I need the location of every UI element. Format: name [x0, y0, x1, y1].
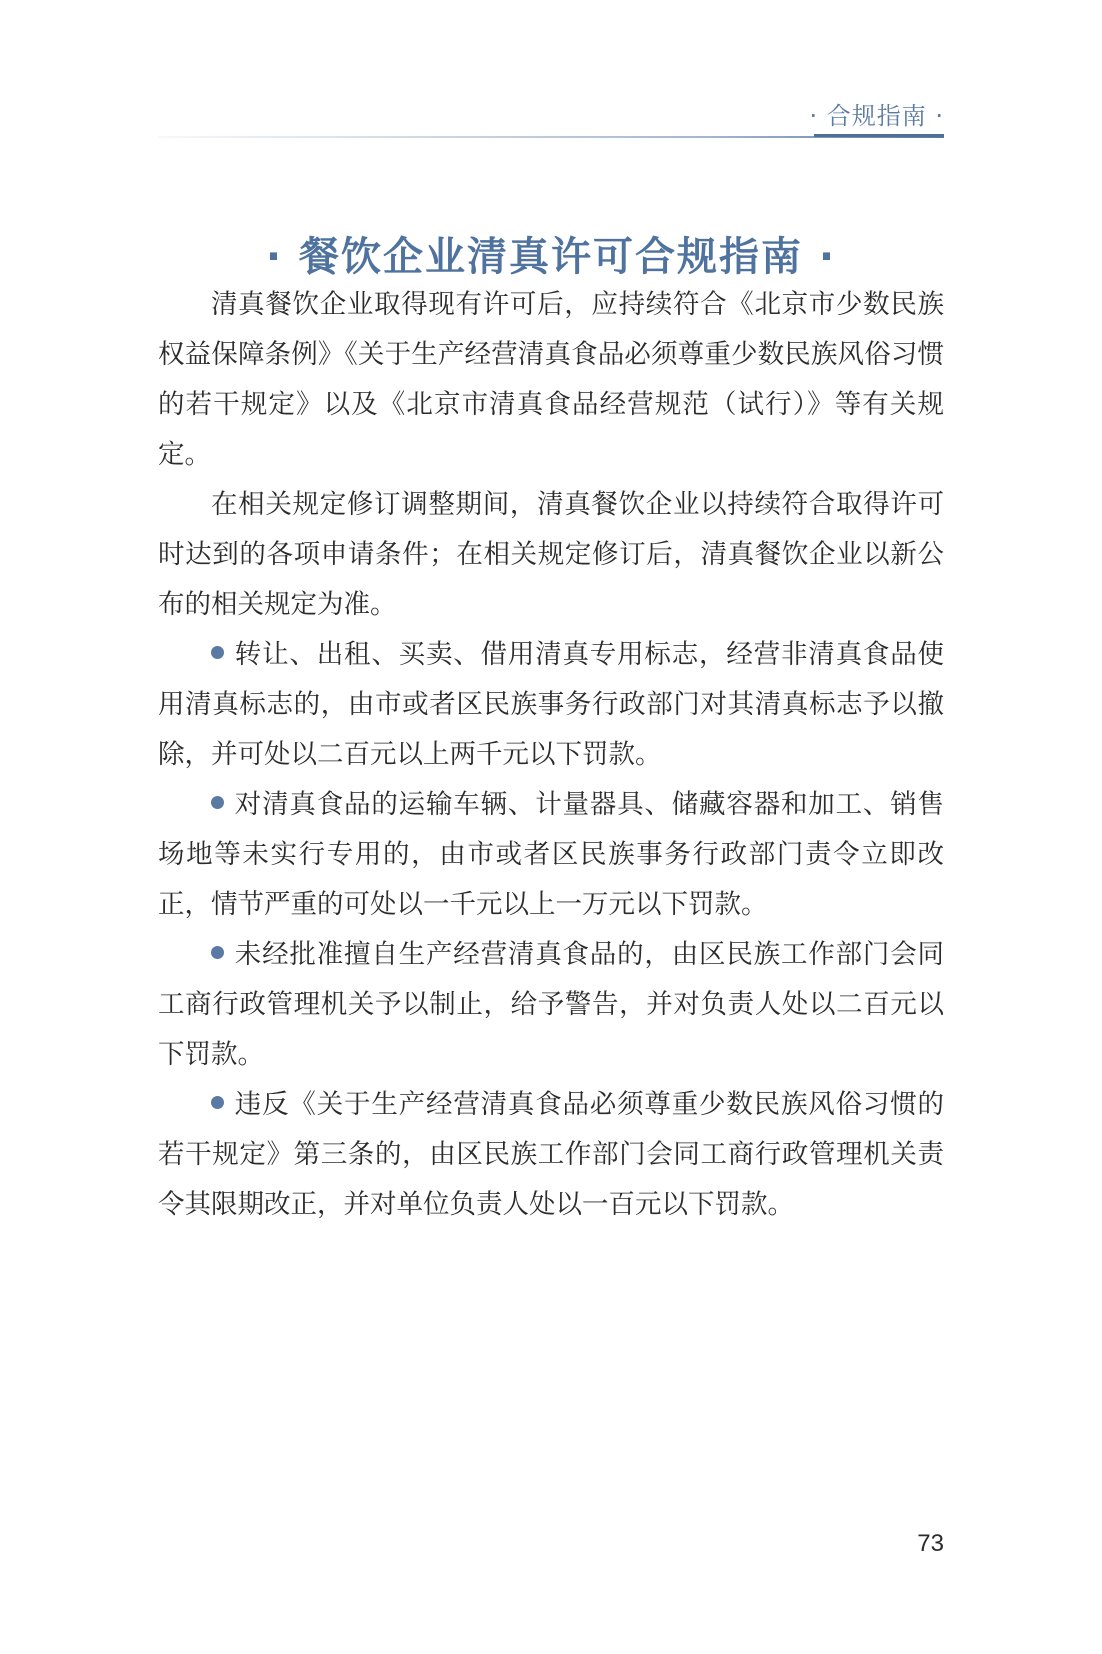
bullet-item-logo-misuse: [158, 630, 944, 780]
bullet-dot-icon: [211, 796, 224, 809]
paragraph-revision-period: 在相关规定修订调整期间，清真餐饮企业以持续符合取得许可时达到的各项申请条件；在相关规定修订后，清真餐饮企业以新公布的相关规定为准。: [158, 489, 944, 620]
bullet-item-article-three-violation: [158, 1080, 944, 1230]
header-divider-accent: [814, 134, 944, 137]
bullet-item-dedicated-equipment: [158, 780, 944, 930]
page-title: · 餐饮企业清真许可合规指南 ·: [265, 233, 837, 280]
bullet-item-text: 违反《关于生产经营清真食品必须尊重少数民族风俗习惯的若干规定》第三条的，由区民族工作部门会同工商行政管理机关责令其限期改正，并对单位负责人处以一百元以下罚款。: [158, 1089, 944, 1220]
page-number: 73: [917, 1530, 944, 1557]
bullet-dot-icon: [211, 946, 224, 959]
bullet-dot-icon: [211, 1096, 224, 1109]
bullet-item-text: 转让、出租、买卖、借用清真专用标志，经营非清真食品使用清真标志的，由市或者区民族事务行政部门对其清真标志予以撤除，并可处以二百元以上两千元以下罚款。: [158, 639, 944, 770]
bullet-item-text: 对清真食品的运输车辆、计量器具、储藏容器和加工、销售场地等未实行专用的，由市或者区民族事务行政部门责令立即改正，情节严重的可处以一千元以上一万元以下罚款。: [158, 789, 944, 920]
running-header-section-label: · 合规指南 ·: [809, 102, 944, 130]
bullet-item-text: 未经批准擅自生产经营清真食品的，由区民族工作部门会同工商行政管理机关予以制止，给予警告，并对负责人处以二百元以下罚款。: [158, 939, 944, 1070]
main-body: [158, 280, 944, 1230]
bullet-item-unauthorized-operation: [158, 930, 944, 1080]
bullet-dot-icon: [211, 646, 224, 659]
paragraph-intro: 清真餐饮企业取得现有许可后，应持续符合《北京市少数民族权益保障条例》《关于生产经营清真食品必须尊重少数民族风俗习惯的若干规定》以及《北京市清真食品经营规范（试行）》等有关规定。: [158, 289, 944, 470]
